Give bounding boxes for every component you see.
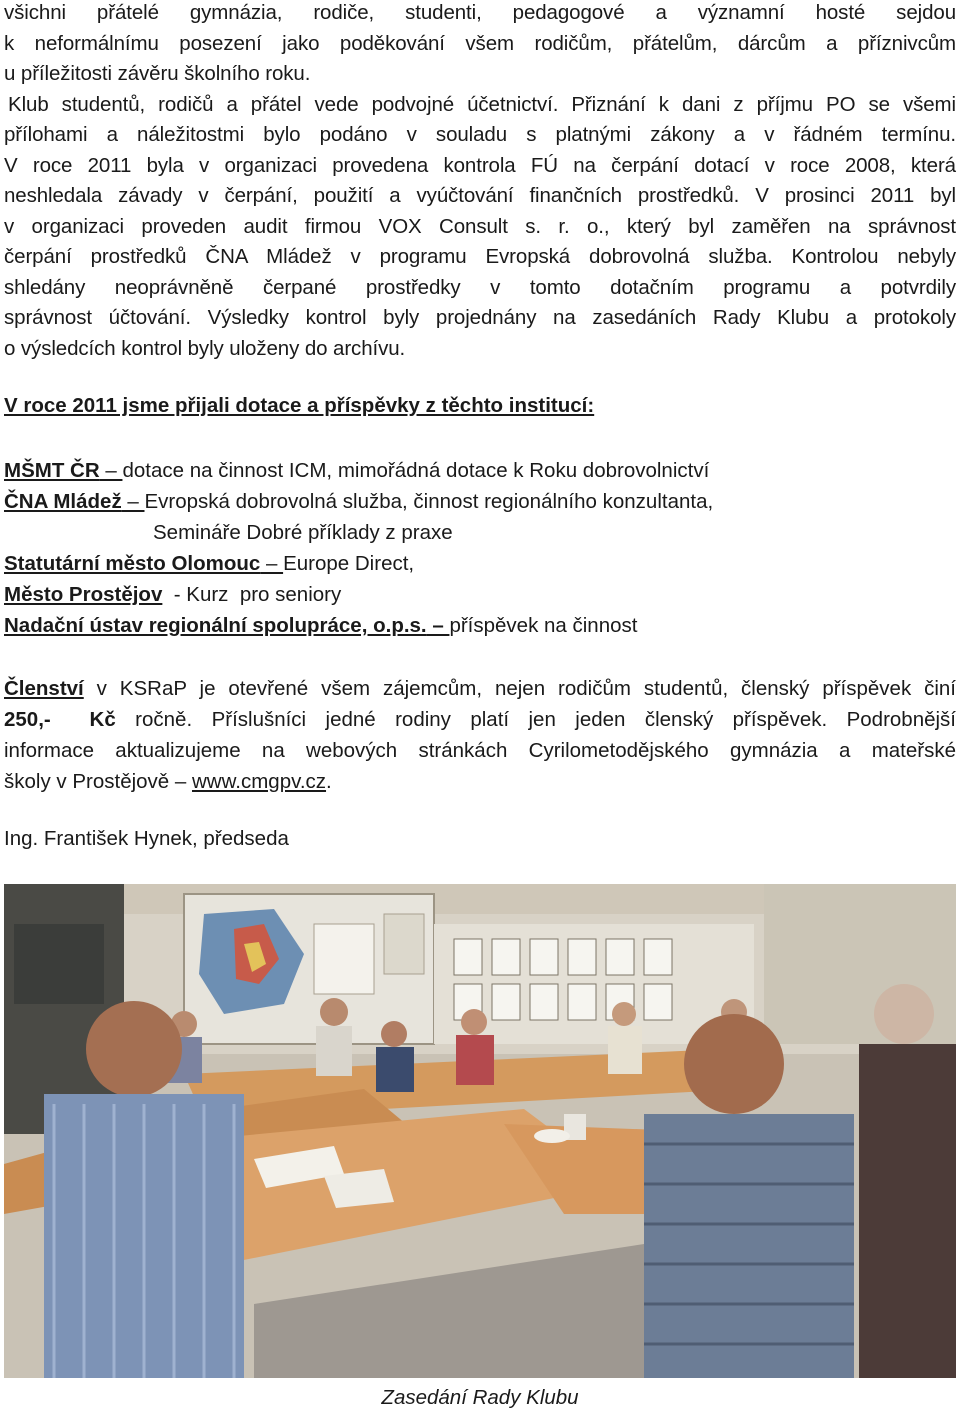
donor-item [4, 486, 713, 517]
donor-item [4, 455, 713, 486]
donor-separator: – [121, 490, 145, 513]
donor-item-continuation [4, 517, 713, 548]
membership-fee: 250,- Kč [4, 708, 116, 731]
donor-name: ČNA Mládež [4, 490, 122, 513]
donor-name: Statutární město Olomouc [4, 552, 261, 575]
donor-text: Kurz pro seniory [186, 583, 342, 606]
report-text [4, 0, 956, 364]
text-line: informace aktualizujeme na webových stránkách Cyrilometodějského gymnázia a mateřské [4, 739, 956, 762]
text-line [4, 673, 956, 704]
donor-separator: – [426, 614, 450, 637]
donor-text: dotace na činnost ICM, mimořádná dotace k Roku dobrovolnictví [122, 459, 710, 482]
donor-text: Europe Direct, [283, 552, 415, 575]
text-line: správnost účtování. Výsledky kontrol byly projednány na zasedáních Rady Klubu a protokoly [4, 306, 956, 329]
text-fragment: školy v Prostějově – [4, 770, 192, 793]
membership-word: Členství [4, 677, 84, 700]
donors-heading: V roce 2011 jsme přijali dotace a příspěvky z těchto institucí: [4, 394, 595, 417]
meeting-photo [4, 884, 956, 1378]
donor-name: Nadační ústav regionální spolupráce, o.p.s. [4, 614, 427, 637]
text-line: přílohami a náležitostmi bylo podáno v souladu s platnými zákony a v řádném termínu. [4, 123, 956, 146]
donor-text: Semináře Dobré příklady z praxe [153, 521, 453, 544]
text-line: v organizaci proveden audit firmou VOX Consult s. r. o., který byl zaměřen na správnost [4, 214, 956, 238]
text-fragment: ročně. Příslušníci jedné rodiny platí jen jeden členský příspěvek. Podrobnější [115, 708, 957, 731]
text-line [4, 766, 956, 797]
donor-separator: - [162, 583, 187, 606]
text-line: k neformálnímu posezení jako poděkování všem rodičům, přátelům, dárcům a příznivcům [4, 31, 956, 55]
donor-name: MŠMT ČR [4, 459, 100, 482]
donor-separator: – [260, 552, 284, 575]
text-fragment: v KSRaP je otevřené všem zájemcům, nejen rodičům studentů, členský příspěvek činí [83, 677, 956, 700]
donor-item [4, 579, 713, 610]
membership-text [4, 673, 956, 797]
website-link[interactable]: www.cmgpv.cz [192, 770, 327, 793]
donor-text: Evropská dobrovolná služba, činnost regionálního konzultanta, [144, 490, 714, 513]
photo-caption: Zasedání Rady Klubu [381, 1386, 579, 1409]
signature: Ing. František Hynek, předseda [4, 827, 289, 850]
donor-separator: – [99, 459, 123, 482]
text-line: Klub studentů, rodičů a přátel vede podvojné účetnictví. Přiznání k dani z příjmu PO se všemi [8, 92, 956, 116]
meeting-photo-illustration [4, 884, 956, 1378]
text-line: shledány neoprávněně čerpané prostředky v tomto dotačním programu a potvrdily [4, 275, 956, 299]
donor-item [4, 610, 713, 641]
text-line: o výsledcích kontrol byly uloženy do archívu. [4, 336, 406, 360]
text-fragment: . [326, 770, 332, 793]
text-line: všichni přátelé gymnázia, rodiče, studenti, pedagogové a významní hosté sejdou [4, 1, 956, 24]
text-line: u příležitosti závěru školního roku. [4, 62, 311, 85]
text-line [4, 704, 956, 735]
donor-text: příspěvek na činnost [449, 614, 638, 637]
text-line: čerpání prostředků ČNA Mládež v programu Evropská dobrovolná služba. Kontrolou nebyly [4, 245, 956, 268]
donor-item [4, 548, 713, 579]
text-line: neshledala závady v čerpání, použití a vyúčtování finančních prostředků. V prosinci 2011 byl [4, 184, 956, 207]
donor-list [4, 455, 713, 641]
text-line: V roce 2011 byla v organizaci provedena kontrola FÚ na čerpání dotací v roce 2008, která [4, 153, 956, 177]
donor-name: Město Prostějov [4, 583, 163, 606]
